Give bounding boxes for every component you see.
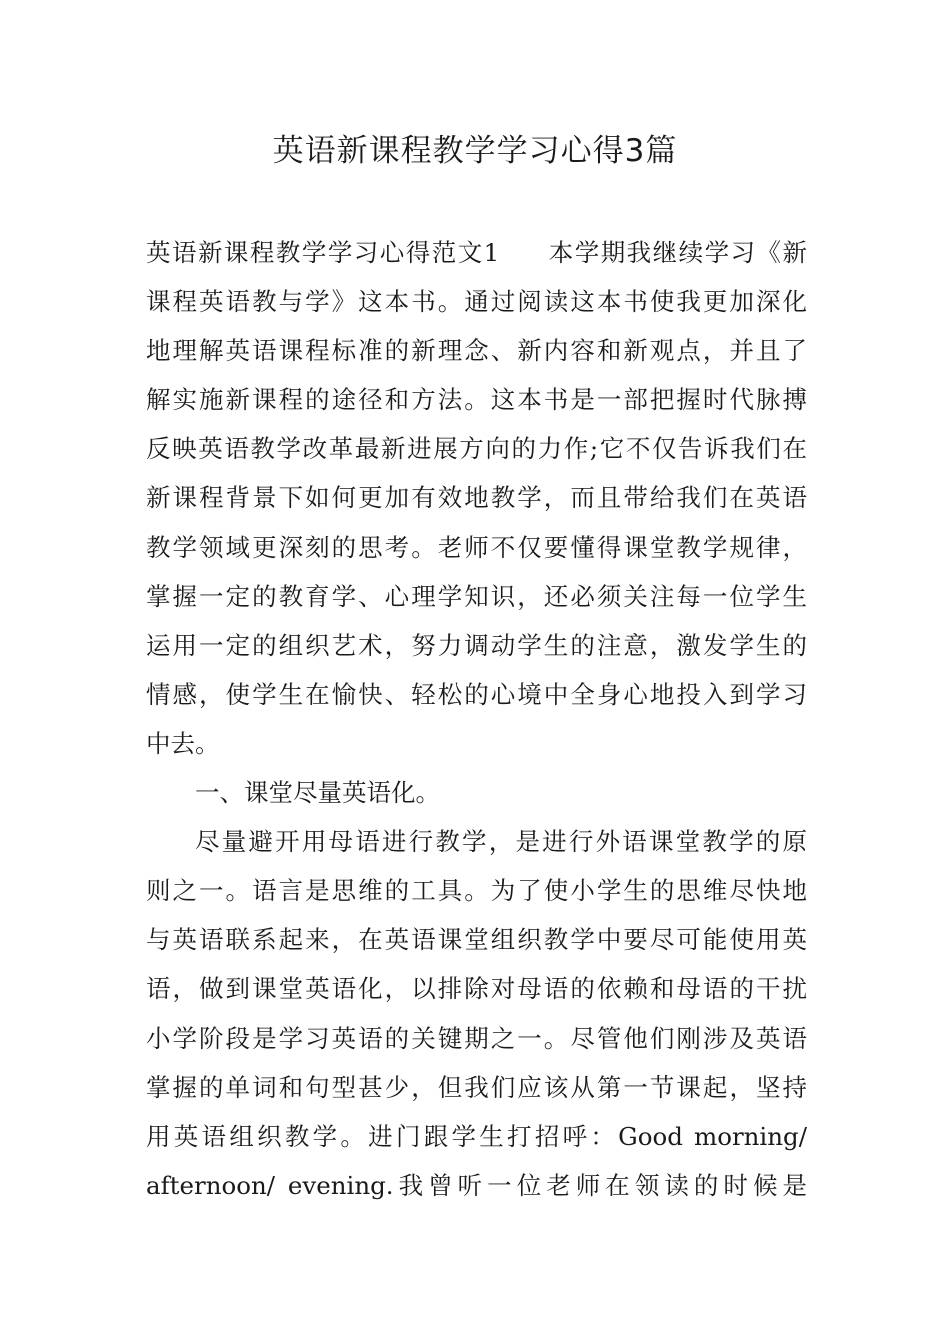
paragraph-text: 本学期我继续学习《新 <box>547 238 808 267</box>
paragraph-line-1 <box>146 228 807 277</box>
section-heading: 一、课堂尽量英语化。 <box>195 778 440 808</box>
paragraph-line-14: 则之一。语言是思维的工具。为了使小学生的思维尽快地 <box>146 876 807 906</box>
document-title: 英语新课程教学学习心得3篇 <box>272 133 678 169</box>
paragraph-line-13: 尽量避开用母语进行教学，是进行外语课堂教学的原 <box>195 827 807 857</box>
paragraph-line-4: 解实施新课程的途径和方法。这本书是一部把握时代脉搏 <box>146 385 807 415</box>
paragraph-line-9: 运用一定的组织艺术，努力调动学生的注意，激发学生的 <box>146 630 807 660</box>
paragraph-line-11: 中去。 <box>146 728 220 758</box>
paragraph-line-17: 小学阶段是学习英语的关键期之一。尽管他们刚涉及英语 <box>146 1023 807 1053</box>
paragraph-line-10: 情感，使学生在愉快、轻松的心境中全身心地投入到学习 <box>146 679 807 709</box>
paragraph-line-2: 课程英语教与学》这本书。通过阅读这本书使我更加深化 <box>146 287 807 317</box>
document-body <box>146 228 807 1210</box>
paragraph-line-5: 反映英语教学改革最新进展方向的力作;它不仅告诉我们在 <box>146 434 807 464</box>
paragraph-line-15: 与英语联系起来，在英语课堂组织教学中要尽可能使用英 <box>146 925 807 955</box>
paragraph-line-3: 地理解英语课程标准的新理念、新内容和新观点，并且了 <box>146 336 807 366</box>
paragraph-line-19: 用英语组织教学。进门跟学生打招呼：Good morning/ <box>146 1121 807 1151</box>
paragraph-line-18: 掌握的单词和句型甚少，但我们应该从第一节课起，坚持 <box>146 1072 807 1102</box>
paragraph-line-7: 教学领域更深刻的思考。老师不仅要懂得课堂教学规律， <box>146 532 807 562</box>
paragraph-line-6: 新课程背景下如何更加有效地教学，而且带给我们在英语 <box>146 483 807 513</box>
paragraph-line-16: 语，做到课堂英语化，以排除对母语的依赖和母语的干扰 <box>146 974 807 1004</box>
paragraph-line-20: afternoon/ evening.我曾听一位老师在领读的时候是 <box>146 1170 807 1200</box>
sample-heading: 英语新课程教学学习心得范文1 <box>146 238 500 267</box>
paragraph-line-8: 掌握一定的教育学、心理学知识，还必须关注每一位学生 <box>146 581 807 611</box>
